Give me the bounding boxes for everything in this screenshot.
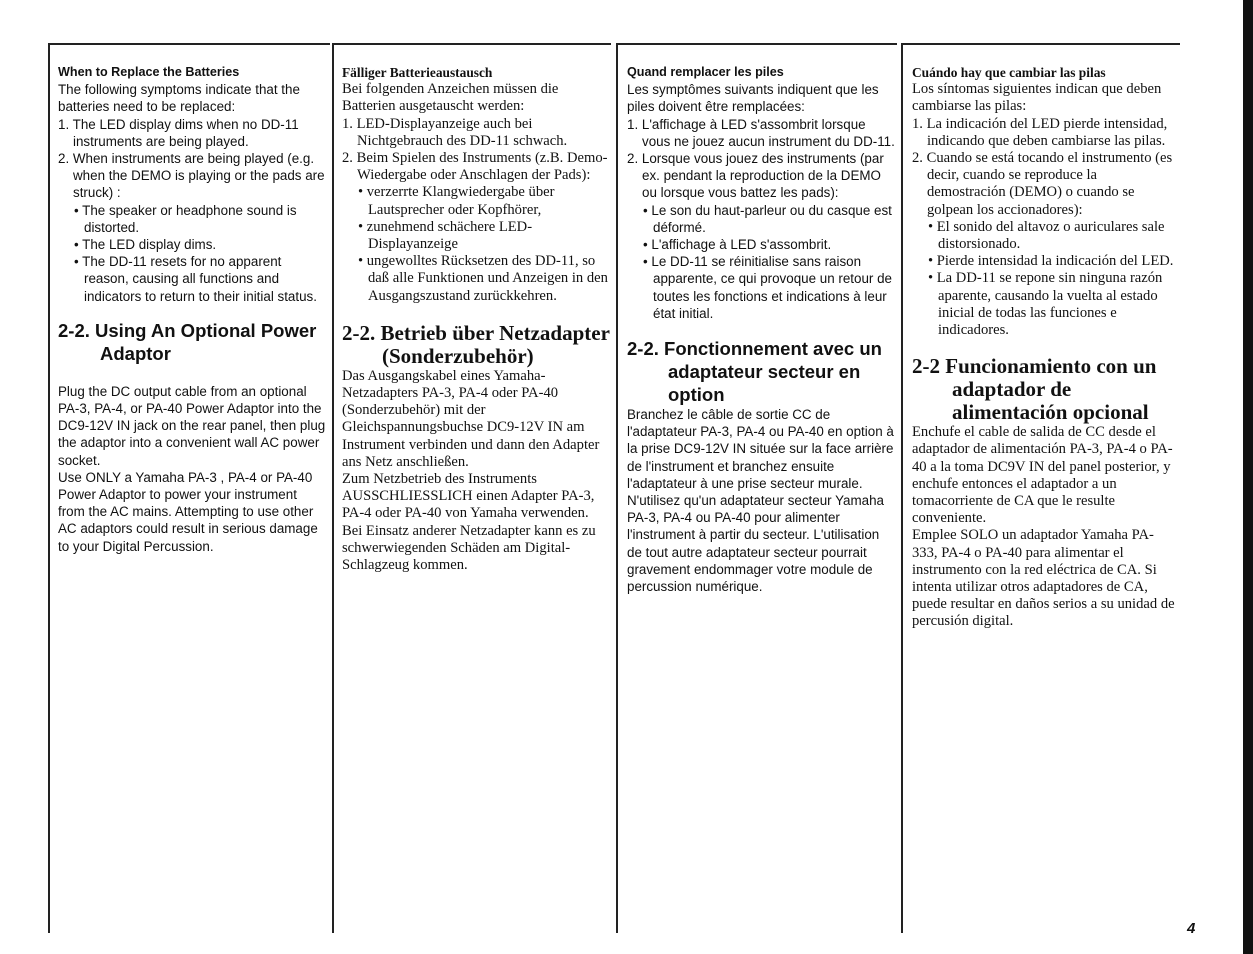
section-title: Funcionamiento con un adaptador de alimentación opcional: [945, 354, 1157, 425]
section-heading: [912, 355, 1177, 424]
column-divider-2: [332, 43, 334, 933]
page-edge-bar: [1243, 0, 1253, 954]
column-spanish: [912, 64, 1177, 631]
adaptor-paragraph-2: N'utilisez qu'un adaptateur secteur Yamaha PA-3, PA-4 ou PA-40 pour alimenter l'instrument à partir du secteur. L'utilisation de tout autre adaptateur secteur pourrait gravement endommager votre module de percussion numérique.: [627, 493, 884, 595]
adaptor-paragraph-1: Enchufe el cable de salida de CC desde el adaptador de alimentación PA-3, PA-4 o PA-40 a la toma DC9V IN del panel posterior, y enchufe entonces el adaptador a un tomacorriente de CA que le resulte conveniente.: [912, 424, 1173, 527]
battery-intro: Bei folgenden Anzeichen müssen die Batterien ausgetauscht werden:: [342, 81, 559, 115]
symptom-item-1: 1. LED-Displayanzeige auch bei Nichtgebrauch des DD-11 schwach.: [342, 115, 568, 149]
section-heading: [58, 319, 326, 365]
symptom-bullet-3: • ungewolltes Rücksetzen des DD-11, so daß alle Funktionen und Anzeigen in den Ausgangszustand zurückkehren.: [358, 253, 608, 304]
battery-subheading: When to Replace the Batteries: [58, 65, 240, 79]
symptom-bullet-1: • The speaker or headphone sound is distorted.: [74, 202, 297, 235]
battery-subheading: Fälliger Batterieaustausch: [342, 65, 493, 80]
section-heading: [342, 322, 610, 368]
section-number: 2-2: [912, 354, 940, 379]
top-rule-4: [902, 43, 1180, 45]
symptom-item-1: 1. L'affichage à LED s'assombrit lorsque vous ne jouez aucun instrument du DD-11.: [627, 116, 895, 149]
symptom-bullet-2: • L'affichage à LED s'assombrit.: [643, 237, 832, 253]
adaptor-paragraph-1: Branchez le câble de sortie CC de l'adaptateur PA-3, PA-4 ou PA-40 en option à la prise DC9-12V IN située sur la face arrière de l'instrument et branchez ensuite l'adaptateur à une prise secteur murale.: [627, 407, 894, 491]
column-divider-4: [901, 43, 903, 933]
symptom-item-1: 1. La indicación del LED pierde intensidad, indicando que deben cambiarse las pilas.: [912, 115, 1168, 149]
battery-intro: Los síntomas siguientes indican que deben cambiarse las pilas:: [912, 81, 1162, 115]
column-divider-3: [616, 43, 618, 933]
symptom-bullet-1: • El sonido del altavoz o auriculares sale distorsionado.: [928, 218, 1165, 253]
symptom-bullet-1: • Le son du haut-parleur ou du casque est déformé.: [643, 202, 892, 235]
section-heading: [627, 337, 895, 406]
symptom-bullet-1: • verzerrte Klangwiedergabe über Lautsprecher oder Kopfhörer,: [358, 184, 555, 218]
symptom-bullet-2: • zunehmend schächere LED-Displayanzeige: [358, 218, 533, 253]
symptom-item-1: 1. The LED display dims when no DD-11 instruments are being played.: [58, 116, 299, 149]
section-number: 2-2.: [342, 320, 376, 345]
adaptor-paragraph-2: Use ONLY a Yamaha PA-3 , PA-4 or PA-40 Power Adaptor to power your instrument from the AC mains. Attempting to use other AC adaptors could result in serious damage to your Digital Percussion.: [58, 469, 318, 554]
adaptor-paragraph-2: Emplee SOLO un adaptador Yamaha PA-333, PA-4 o PA-40 para alimentar el instrumento con la red eléctrica de CA. Si intenta utilizar otros adaptadores de CA, puede resultar en daños serios a su unidad de percusión digital.: [912, 527, 1175, 630]
column-english: [58, 64, 326, 555]
battery-intro: The following symptoms indicate that the batteries need to be replaced:: [58, 82, 300, 115]
column-divider-1: [48, 43, 50, 933]
symptom-bullet-2: • Pierde intensidad la indicación del LED.: [928, 253, 1174, 270]
adaptor-paragraph-1: Das Ausgangskabel eines Yamaha-Netzadapters PA-3, PA-4 oder PA-40 (Sonderzubehör) mit der Gleichspannungsbuchse DC9-12V IN am Instrument verbinden und dann den Adapter ans Netz anschließen.: [342, 367, 600, 470]
top-rule-2: [333, 43, 611, 45]
symptom-bullet-2: • The LED display dims.: [74, 237, 217, 253]
symptom-bullet-3: • The DD-11 resets for no apparent reason, causing all functions and indicators to return to their initial status.: [74, 254, 317, 304]
section-title: Fonctionnement avec un adaptateur secteur en option: [664, 338, 882, 406]
column-french: [627, 64, 895, 595]
section-number: 2-2.: [627, 338, 659, 360]
symptom-item-2: 2. Lorsque vous jouez des instruments (par ex. pendant la reproduction de la DEMO ou lorsque vous battez les pads):: [627, 151, 884, 201]
adaptor-paragraph-2: Zum Netzbetrieb des Instruments AUSSCHLIESSLICH einen Adapter PA-3, PA-4 oder PA-40 von Yamaha verwenden. Bei Einsatz anderer Netzadapter kann es zu schwerwiegenden Schäden am Digital-Schlagzeug kommen.: [342, 471, 596, 574]
section-number: 2-2.: [58, 319, 90, 341]
symptom-item-2: 2. Beim Spielen des Instruments (z.B. Demo-Wiedergabe oder Anschlagen der Pads):: [342, 150, 608, 184]
battery-subheading: Quand remplacer les piles: [627, 65, 784, 79]
top-rule-1: [48, 43, 330, 45]
top-rule-3: [617, 43, 897, 45]
battery-subheading: Cuándo hay que cambiar las pilas: [912, 65, 1106, 80]
symptom-item-2: 2. Cuando se está tocando el instrumento (es decir, cuando se reproduce la demostración (DEMO) o cuando se golpean los accionadores):: [912, 150, 1173, 218]
battery-intro: Les symptômes suivants indiquent que les piles doivent être remplacées:: [627, 82, 879, 115]
section-title: Using An Optional Power Adaptor: [95, 319, 317, 364]
symptom-item-2: 2. When instruments are being played (e.g. when the DEMO is playing or the pads are struck) :: [58, 151, 325, 201]
adaptor-paragraph-1: Plug the DC output cable from an optional PA-3, PA-4, or PA-40 Power Adaptor into the DC9-12V IN jack on the rear panel, then plug the adaptor into a convenient wall AC power socket.: [58, 383, 326, 468]
page-number: 4: [1187, 920, 1196, 937]
section-title: Betrieb über Netzadapter (Sonderzubehör): [380, 320, 610, 368]
column-german: [342, 64, 610, 574]
symptom-bullet-3: • Le DD-11 se réinitialise sans raison apparente, ce qui provoque un retour de toutes les fonctions et indications à leur état initial.: [643, 254, 892, 321]
symptom-bullet-3: • La DD-11 se repone sin ninguna razón aparente, causando la vuelta al estado inicial de todas las funciones e indicadores.: [928, 270, 1163, 339]
